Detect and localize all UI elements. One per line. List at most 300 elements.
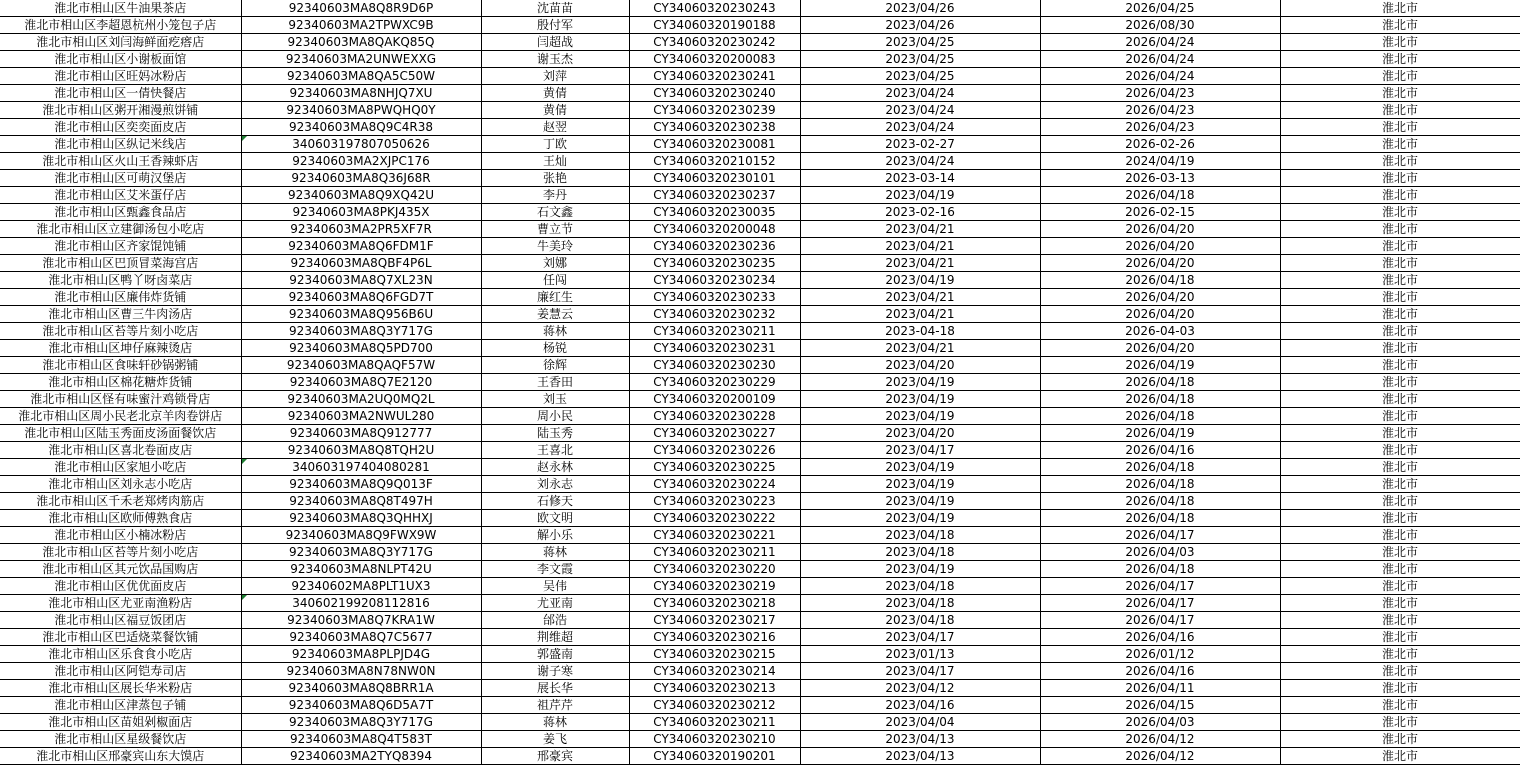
issue-date-cell[interactable]: 2023/04/19	[800, 510, 1040, 527]
expiry-date-cell[interactable]: 2026/04/20	[1040, 255, 1280, 272]
legal-person-cell[interactable]: 周小民	[481, 408, 629, 425]
store-name-cell[interactable]: 淮北市相山区刘闫海鲜面疙瘩店	[0, 34, 241, 51]
legal-person-cell[interactable]: 杨锐	[481, 340, 629, 357]
issue-date-cell[interactable]: 2023/04/26	[800, 17, 1040, 34]
credit-code-cell[interactable]: 92340603MA8PKJ435X	[241, 204, 481, 221]
license-number-cell[interactable]: CY34060320230214	[629, 663, 800, 680]
issuing-city-cell[interactable]: 淮北市	[1280, 527, 1520, 544]
credit-code-cell[interactable]: 92340603MA8Q8BRR1A	[241, 680, 481, 697]
expiry-date-cell[interactable]: 2026/04/12	[1040, 731, 1280, 748]
credit-code-cell[interactable]: 92340603MA8Q912777	[241, 425, 481, 442]
store-name-cell[interactable]: 淮北市相山区可萌汉堡店	[0, 170, 241, 187]
credit-code-cell[interactable]: 92340603MA8Q956B6U	[241, 306, 481, 323]
issue-date-cell[interactable]: 2023/04/19	[800, 561, 1040, 578]
expiry-date-cell[interactable]: 2026/04/19	[1040, 357, 1280, 374]
issue-date-cell[interactable]: 2023/04/17	[800, 442, 1040, 459]
license-number-cell[interactable]: CY34060320230228	[629, 408, 800, 425]
issue-date-cell[interactable]: 2023/04/21	[800, 238, 1040, 255]
store-name-cell[interactable]: 淮北市相山区廉伟炸货铺	[0, 289, 241, 306]
issuing-city-cell[interactable]: 淮北市	[1280, 442, 1520, 459]
credit-code-cell[interactable]: 92340603MA8Q5PD700	[241, 340, 481, 357]
issue-date-cell[interactable]: 2023/04/13	[800, 748, 1040, 765]
license-number-cell[interactable]: CY34060320230242	[629, 34, 800, 51]
issue-date-cell[interactable]: 2023-02-16	[800, 204, 1040, 221]
legal-person-cell[interactable]: 石修天	[481, 493, 629, 510]
license-number-cell[interactable]: CY34060320230035	[629, 204, 800, 221]
license-number-cell[interactable]: CY34060320230240	[629, 85, 800, 102]
expiry-date-cell[interactable]: 2026/04/20	[1040, 340, 1280, 357]
issuing-city-cell[interactable]: 淮北市	[1280, 731, 1520, 748]
issuing-city-cell[interactable]: 淮北市	[1280, 340, 1520, 357]
legal-person-cell[interactable]: 陆玉秀	[481, 425, 629, 442]
issuing-city-cell[interactable]: 淮北市	[1280, 493, 1520, 510]
issue-date-cell[interactable]: 2023/04/24	[800, 85, 1040, 102]
legal-person-cell[interactable]: 闫超战	[481, 34, 629, 51]
issue-date-cell[interactable]: 2023/01/13	[800, 646, 1040, 663]
license-number-cell[interactable]: CY34060320230238	[629, 119, 800, 136]
license-number-cell[interactable]: CY34060320200109	[629, 391, 800, 408]
legal-person-cell[interactable]: 蒋林	[481, 714, 629, 731]
issuing-city-cell[interactable]: 淮北市	[1280, 68, 1520, 85]
issuing-city-cell[interactable]: 淮北市	[1280, 629, 1520, 646]
credit-code-cell[interactable]: 92340603MA8Q8R9D6P	[241, 0, 481, 17]
legal-person-cell[interactable]: 殷付军	[481, 17, 629, 34]
legal-person-cell[interactable]: 展长华	[481, 680, 629, 697]
store-name-cell[interactable]: 淮北市相山区苔等片刻小吃店	[0, 323, 241, 340]
credit-code-cell[interactable]: 92340603MA8Q3Y717G	[241, 323, 481, 340]
legal-person-cell[interactable]: 荆维超	[481, 629, 629, 646]
issue-date-cell[interactable]: 2023/04/19	[800, 187, 1040, 204]
issuing-city-cell[interactable]: 淮北市	[1280, 170, 1520, 187]
legal-person-cell[interactable]: 王香田	[481, 374, 629, 391]
store-name-cell[interactable]: 淮北市相山区尤亚南渔粉店	[0, 595, 241, 612]
issue-date-cell[interactable]: 2023/04/25	[800, 51, 1040, 68]
issuing-city-cell[interactable]: 淮北市	[1280, 544, 1520, 561]
expiry-date-cell[interactable]: 2026/04/23	[1040, 119, 1280, 136]
issue-date-cell[interactable]: 2023/04/18	[800, 527, 1040, 544]
issuing-city-cell[interactable]: 淮北市	[1280, 561, 1520, 578]
license-number-cell[interactable]: CY34060320230220	[629, 561, 800, 578]
legal-person-cell[interactable]: 解小乐	[481, 527, 629, 544]
issue-date-cell[interactable]: 2023/04/19	[800, 272, 1040, 289]
legal-person-cell[interactable]: 廉红生	[481, 289, 629, 306]
credit-code-cell[interactable]: 92340603MA8Q6D5A7T	[241, 697, 481, 714]
legal-person-cell[interactable]: 姜慧云	[481, 306, 629, 323]
issuing-city-cell[interactable]: 淮北市	[1280, 17, 1520, 34]
legal-person-cell[interactable]: 祖芹芹	[481, 697, 629, 714]
legal-person-cell[interactable]: 郭盛南	[481, 646, 629, 663]
license-number-cell[interactable]: CY34060320230229	[629, 374, 800, 391]
expiry-date-cell[interactable]: 2026/04/12	[1040, 748, 1280, 765]
expiry-date-cell[interactable]: 2026-04-03	[1040, 323, 1280, 340]
store-name-cell[interactable]: 淮北市相山区其元饮品国购店	[0, 561, 241, 578]
issuing-city-cell[interactable]: 淮北市	[1280, 204, 1520, 221]
expiry-date-cell[interactable]: 2026/04/18	[1040, 374, 1280, 391]
store-name-cell[interactable]: 淮北市相山区苗姐剁椒面店	[0, 714, 241, 731]
license-number-cell[interactable]: CY34060320230224	[629, 476, 800, 493]
credit-code-cell[interactable]: 92340603MA8Q9FWX9W	[241, 527, 481, 544]
expiry-date-cell[interactable]: 2026/04/16	[1040, 629, 1280, 646]
store-name-cell[interactable]: 淮北市相山区小楠冰粉店	[0, 527, 241, 544]
legal-person-cell[interactable]: 曹立节	[481, 221, 629, 238]
store-name-cell[interactable]: 淮北市相山区牛油果茶店	[0, 0, 241, 17]
store-name-cell[interactable]: 淮北市相山区曹三牛肉汤店	[0, 306, 241, 323]
issue-date-cell[interactable]: 2023/04/25	[800, 34, 1040, 51]
license-number-cell[interactable]: CY34060320230241	[629, 68, 800, 85]
store-name-cell[interactable]: 淮北市相山区千禾老郑烤肉筋店	[0, 493, 241, 510]
license-number-cell[interactable]: CY34060320200083	[629, 51, 800, 68]
legal-person-cell[interactable]: 李丹	[481, 187, 629, 204]
issuing-city-cell[interactable]: 淮北市	[1280, 102, 1520, 119]
store-name-cell[interactable]: 淮北市相山区甄鑫食品店	[0, 204, 241, 221]
store-name-cell[interactable]: 淮北市相山区津蒸包子铺	[0, 697, 241, 714]
issue-date-cell[interactable]: 2023/04/21	[800, 306, 1040, 323]
issuing-city-cell[interactable]: 淮北市	[1280, 357, 1520, 374]
issue-date-cell[interactable]: 2023-02-27	[800, 136, 1040, 153]
expiry-date-cell[interactable]: 2026/04/18	[1040, 510, 1280, 527]
license-number-cell[interactable]: CY34060320230223	[629, 493, 800, 510]
store-name-cell[interactable]: 淮北市相山区一倩快餐店	[0, 85, 241, 102]
license-number-cell[interactable]: CY34060320230232	[629, 306, 800, 323]
legal-person-cell[interactable]: 谢子寒	[481, 663, 629, 680]
credit-code-cell[interactable]: 92340603MA8Q8TQH2U	[241, 442, 481, 459]
license-number-cell[interactable]: CY34060320230213	[629, 680, 800, 697]
issue-date-cell[interactable]: 2023/04/18	[800, 578, 1040, 595]
issue-date-cell[interactable]: 2023/04/25	[800, 68, 1040, 85]
store-name-cell[interactable]: 淮北市相山区纵记米线店	[0, 136, 241, 153]
credit-code-cell[interactable]: 92340603MA2TPWXC9B	[241, 17, 481, 34]
license-number-cell[interactable]: CY34060320190201	[629, 748, 800, 765]
expiry-date-cell[interactable]: 2026-02-26	[1040, 136, 1280, 153]
issue-date-cell[interactable]: 2023/04/18	[800, 612, 1040, 629]
issuing-city-cell[interactable]: 淮北市	[1280, 391, 1520, 408]
legal-person-cell[interactable]: 邢豪宾	[481, 748, 629, 765]
license-number-cell[interactable]: CY34060320230231	[629, 340, 800, 357]
issuing-city-cell[interactable]: 淮北市	[1280, 136, 1520, 153]
legal-person-cell[interactable]: 徐辉	[481, 357, 629, 374]
legal-person-cell[interactable]: 谢玉杰	[481, 51, 629, 68]
store-name-cell[interactable]: 淮北市相山区星级餐饮店	[0, 731, 241, 748]
license-number-cell[interactable]: CY34060320230211	[629, 323, 800, 340]
issuing-city-cell[interactable]: 淮北市	[1280, 0, 1520, 17]
credit-code-cell[interactable]: 92340603MA8QA5C50W	[241, 68, 481, 85]
issuing-city-cell[interactable]: 淮北市	[1280, 238, 1520, 255]
license-number-cell[interactable]: CY34060320230234	[629, 272, 800, 289]
store-name-cell[interactable]: 淮北市相山区旺妈冰粉店	[0, 68, 241, 85]
expiry-date-cell[interactable]: 2026-02-15	[1040, 204, 1280, 221]
license-number-cell[interactable]: CY34060320230222	[629, 510, 800, 527]
issue-date-cell[interactable]: 2023/04/19	[800, 374, 1040, 391]
issue-date-cell[interactable]: 2023/04/26	[800, 0, 1040, 17]
issue-date-cell[interactable]: 2023/04/21	[800, 221, 1040, 238]
issuing-city-cell[interactable]: 淮北市	[1280, 680, 1520, 697]
issuing-city-cell[interactable]: 淮北市	[1280, 306, 1520, 323]
credit-code-cell[interactable]: 92340603MA8Q3Y717G	[241, 544, 481, 561]
issuing-city-cell[interactable]: 淮北市	[1280, 221, 1520, 238]
store-name-cell[interactable]: 淮北市相山区欧师傅熟食店	[0, 510, 241, 527]
issuing-city-cell[interactable]: 淮北市	[1280, 748, 1520, 765]
expiry-date-cell[interactable]: 2026/04/20	[1040, 221, 1280, 238]
issue-date-cell[interactable]: 2023/04/12	[800, 680, 1040, 697]
store-name-cell[interactable]: 淮北市相山区福豆饭团店	[0, 612, 241, 629]
legal-person-cell[interactable]: 李文霞	[481, 561, 629, 578]
issuing-city-cell[interactable]: 淮北市	[1280, 119, 1520, 136]
issue-date-cell[interactable]: 2023/04/20	[800, 425, 1040, 442]
issuing-city-cell[interactable]: 淮北市	[1280, 51, 1520, 68]
license-number-cell[interactable]: CY34060320230218	[629, 595, 800, 612]
legal-person-cell[interactable]: 吴伟	[481, 578, 629, 595]
expiry-date-cell[interactable]: 2026/04/15	[1040, 697, 1280, 714]
expiry-date-cell[interactable]: 2026/04/20	[1040, 306, 1280, 323]
credit-code-cell[interactable]: 340603197404080281	[241, 459, 481, 476]
credit-code-cell[interactable]: 92340603MA8QAKQ85Q	[241, 34, 481, 51]
store-name-cell[interactable]: 淮北市相山区李超恩杭州小笼包子店	[0, 17, 241, 34]
store-name-cell[interactable]: 淮北市相山区立建御汤包小吃店	[0, 221, 241, 238]
license-number-cell[interactable]: CY34060320190188	[629, 17, 800, 34]
legal-person-cell[interactable]: 沈苗苗	[481, 0, 629, 17]
issue-date-cell[interactable]: 2023/04/17	[800, 629, 1040, 646]
credit-code-cell[interactable]: 92340603MA2TYQ8394	[241, 748, 481, 765]
issuing-city-cell[interactable]: 淮北市	[1280, 459, 1520, 476]
credit-code-cell[interactable]: 340603197807050626	[241, 136, 481, 153]
credit-code-cell[interactable]: 92340603MA8Q6FDM1F	[241, 238, 481, 255]
legal-person-cell[interactable]: 尤亚南	[481, 595, 629, 612]
credit-code-cell[interactable]: 92340603MA2UNWEXXG	[241, 51, 481, 68]
license-number-cell[interactable]: CY34060320230215	[629, 646, 800, 663]
credit-code-cell[interactable]: 92340603MA8Q7XL23N	[241, 272, 481, 289]
issue-date-cell[interactable]: 2023/04/04	[800, 714, 1040, 731]
issuing-city-cell[interactable]: 淮北市	[1280, 697, 1520, 714]
issuing-city-cell[interactable]: 淮北市	[1280, 425, 1520, 442]
license-number-cell[interactable]: CY34060320230101	[629, 170, 800, 187]
license-number-cell[interactable]: CY34060320230210	[629, 731, 800, 748]
credit-code-cell[interactable]: 92340603MA8Q9XQ42U	[241, 187, 481, 204]
license-number-cell[interactable]: CY34060320230217	[629, 612, 800, 629]
credit-code-cell[interactable]: 92340603MA8QBF4P6L	[241, 255, 481, 272]
credit-code-cell[interactable]: 92340603MA8Q36J68R	[241, 170, 481, 187]
license-number-cell[interactable]: CY34060320230230	[629, 357, 800, 374]
issuing-city-cell[interactable]: 淮北市	[1280, 34, 1520, 51]
legal-person-cell[interactable]: 王灿	[481, 153, 629, 170]
expiry-date-cell[interactable]: 2026/04/16	[1040, 442, 1280, 459]
expiry-date-cell[interactable]: 2026/04/18	[1040, 408, 1280, 425]
store-name-cell[interactable]: 淮北市相山区粥开湘漫煎饼铺	[0, 102, 241, 119]
store-name-cell[interactable]: 淮北市相山区喜北卷面皮店	[0, 442, 241, 459]
expiry-date-cell[interactable]: 2026/04/24	[1040, 51, 1280, 68]
issue-date-cell[interactable]: 2023/04/18	[800, 595, 1040, 612]
legal-person-cell[interactable]: 蒋林	[481, 323, 629, 340]
license-number-cell[interactable]: CY34060320230225	[629, 459, 800, 476]
expiry-date-cell[interactable]: 2026/04/23	[1040, 85, 1280, 102]
credit-code-cell[interactable]: 92340603MA8Q7C5677	[241, 629, 481, 646]
expiry-date-cell[interactable]: 2026/04/16	[1040, 663, 1280, 680]
legal-person-cell[interactable]: 姜飞	[481, 731, 629, 748]
expiry-date-cell[interactable]: 2026/04/18	[1040, 187, 1280, 204]
credit-code-cell[interactable]: 92340603MA8N78NW0N	[241, 663, 481, 680]
issue-date-cell[interactable]: 2023/04/19	[800, 476, 1040, 493]
credit-code-cell[interactable]: 92340603MA2NWUL280	[241, 408, 481, 425]
store-name-cell[interactable]: 淮北市相山区展长华米粉店	[0, 680, 241, 697]
expiry-date-cell[interactable]: 2026/04/03	[1040, 544, 1280, 561]
issue-date-cell[interactable]: 2023-03-14	[800, 170, 1040, 187]
legal-person-cell[interactable]: 王喜北	[481, 442, 629, 459]
store-name-cell[interactable]: 淮北市相山区食味轩砂锅粥铺	[0, 357, 241, 374]
expiry-date-cell[interactable]: 2026/04/17	[1040, 612, 1280, 629]
expiry-date-cell[interactable]: 2026/04/18	[1040, 272, 1280, 289]
expiry-date-cell[interactable]: 2026/04/18	[1040, 459, 1280, 476]
legal-person-cell[interactable]: 赵翌	[481, 119, 629, 136]
legal-person-cell[interactable]: 刘玉	[481, 391, 629, 408]
credit-code-cell[interactable]: 92340602MA8PLT1UX3	[241, 578, 481, 595]
issue-date-cell[interactable]: 2023/04/19	[800, 391, 1040, 408]
credit-code-cell[interactable]: 92340603MA8NHJQ7XU	[241, 85, 481, 102]
expiry-date-cell[interactable]: 2026/04/20	[1040, 238, 1280, 255]
issue-date-cell[interactable]: 2023/04/18	[800, 544, 1040, 561]
credit-code-cell[interactable]: 92340603MA2UQ0MQ2L	[241, 391, 481, 408]
store-name-cell[interactable]: 淮北市相山区陆玉秀面皮汤面餐饮店	[0, 425, 241, 442]
store-name-cell[interactable]: 淮北市相山区优优面皮店	[0, 578, 241, 595]
issuing-city-cell[interactable]: 淮北市	[1280, 714, 1520, 731]
issue-date-cell[interactable]: 2023/04/20	[800, 357, 1040, 374]
store-name-cell[interactable]: 淮北市相山区阿铠寿司店	[0, 663, 241, 680]
store-name-cell[interactable]: 淮北市相山区巴适烧菜餐饮铺	[0, 629, 241, 646]
issuing-city-cell[interactable]: 淮北市	[1280, 510, 1520, 527]
issuing-city-cell[interactable]: 淮北市	[1280, 374, 1520, 391]
credit-code-cell[interactable]: 92340603MA8Q4T583T	[241, 731, 481, 748]
issue-date-cell[interactable]: 2023/04/24	[800, 119, 1040, 136]
store-name-cell[interactable]: 淮北市相山区苔等片刻小吃店	[0, 544, 241, 561]
issue-date-cell[interactable]: 2023/04/21	[800, 289, 1040, 306]
credit-code-cell[interactable]: 92340603MA8NLPT42U	[241, 561, 481, 578]
legal-person-cell[interactable]: 刘萍	[481, 68, 629, 85]
expiry-date-cell[interactable]: 2026/04/25	[1040, 0, 1280, 17]
credit-code-cell[interactable]: 92340603MA8Q9Q013F	[241, 476, 481, 493]
expiry-date-cell[interactable]: 2024/04/19	[1040, 153, 1280, 170]
license-number-cell[interactable]: CY34060320230233	[629, 289, 800, 306]
expiry-date-cell[interactable]: 2026/04/17	[1040, 527, 1280, 544]
store-name-cell[interactable]: 淮北市相山区艾米蛋仔店	[0, 187, 241, 204]
expiry-date-cell[interactable]: 2026/04/19	[1040, 425, 1280, 442]
issuing-city-cell[interactable]: 淮北市	[1280, 595, 1520, 612]
legal-person-cell[interactable]: 张艳	[481, 170, 629, 187]
credit-code-cell[interactable]: 92340603MA8PWQHQ0Y	[241, 102, 481, 119]
issue-date-cell[interactable]: 2023/04/24	[800, 153, 1040, 170]
issue-date-cell[interactable]: 2023-04-18	[800, 323, 1040, 340]
license-number-cell[interactable]: CY34060320230236	[629, 238, 800, 255]
issue-date-cell[interactable]: 2023/04/19	[800, 459, 1040, 476]
credit-code-cell[interactable]: 92340603MA8Q7E2120	[241, 374, 481, 391]
issuing-city-cell[interactable]: 淮北市	[1280, 272, 1520, 289]
store-name-cell[interactable]: 淮北市相山区周小民老北京羊肉卷饼店	[0, 408, 241, 425]
expiry-date-cell[interactable]: 2026/04/18	[1040, 391, 1280, 408]
issuing-city-cell[interactable]: 淮北市	[1280, 663, 1520, 680]
store-name-cell[interactable]: 淮北市相山区刘永志小吃店	[0, 476, 241, 493]
issue-date-cell[interactable]: 2023/04/13	[800, 731, 1040, 748]
legal-person-cell[interactable]: 丁欧	[481, 136, 629, 153]
issuing-city-cell[interactable]: 淮北市	[1280, 612, 1520, 629]
credit-code-cell[interactable]: 92340603MA8Q3Y717G	[241, 714, 481, 731]
license-number-cell[interactable]: CY34060320230216	[629, 629, 800, 646]
issuing-city-cell[interactable]: 淮北市	[1280, 408, 1520, 425]
license-number-cell[interactable]: CY34060320230211	[629, 544, 800, 561]
store-name-cell[interactable]: 淮北市相山区坤仔麻辣烫店	[0, 340, 241, 357]
license-number-cell[interactable]: CY34060320230212	[629, 697, 800, 714]
license-number-cell[interactable]: CY34060320230227	[629, 425, 800, 442]
legal-person-cell[interactable]: 黄倩	[481, 102, 629, 119]
issuing-city-cell[interactable]: 淮北市	[1280, 187, 1520, 204]
credit-code-cell[interactable]: 92340603MA8Q6FGD7T	[241, 289, 481, 306]
store-name-cell[interactable]: 淮北市相山区小谢板面馆	[0, 51, 241, 68]
credit-code-cell[interactable]: 92340603MA8Q8T497H	[241, 493, 481, 510]
expiry-date-cell[interactable]: 2026-03-13	[1040, 170, 1280, 187]
issuing-city-cell[interactable]: 淮北市	[1280, 476, 1520, 493]
legal-person-cell[interactable]: 赵永林	[481, 459, 629, 476]
expiry-date-cell[interactable]: 2026/04/23	[1040, 102, 1280, 119]
legal-person-cell[interactable]: 石文鑫	[481, 204, 629, 221]
license-number-cell[interactable]: CY34060320230221	[629, 527, 800, 544]
legal-person-cell[interactable]: 任闯	[481, 272, 629, 289]
license-number-cell[interactable]: CY34060320230235	[629, 255, 800, 272]
store-name-cell[interactable]: 淮北市相山区乐食食小吃店	[0, 646, 241, 663]
issuing-city-cell[interactable]: 淮北市	[1280, 153, 1520, 170]
credit-code-cell[interactable]: 92340603MA8Q7KRA1W	[241, 612, 481, 629]
license-number-cell[interactable]: CY34060320230081	[629, 136, 800, 153]
credit-code-cell[interactable]: 92340603MA8QAQF57W	[241, 357, 481, 374]
issue-date-cell[interactable]: 2023/04/19	[800, 408, 1040, 425]
issuing-city-cell[interactable]: 淮北市	[1280, 323, 1520, 340]
store-name-cell[interactable]: 淮北市相山区鸭丫呀卤菜店	[0, 272, 241, 289]
issue-date-cell[interactable]: 2023/04/21	[800, 340, 1040, 357]
credit-code-cell[interactable]: 92340603MA8PLPJD4G	[241, 646, 481, 663]
credit-code-cell[interactable]: 92340603MA8Q9C4R38	[241, 119, 481, 136]
legal-person-cell[interactable]: 刘娜	[481, 255, 629, 272]
store-name-cell[interactable]: 淮北市相山区奕奕面皮店	[0, 119, 241, 136]
store-name-cell[interactable]: 淮北市相山区棉花糖炸货铺	[0, 374, 241, 391]
credit-code-cell[interactable]: 92340603MA8Q3QHHXJ	[241, 510, 481, 527]
expiry-date-cell[interactable]: 2026/04/24	[1040, 34, 1280, 51]
store-name-cell[interactable]: 淮北市相山区火山王香辣虾店	[0, 153, 241, 170]
legal-person-cell[interactable]: 蒋林	[481, 544, 629, 561]
issuing-city-cell[interactable]: 淮北市	[1280, 578, 1520, 595]
legal-person-cell[interactable]: 黄倩	[481, 85, 629, 102]
license-number-cell[interactable]: CY34060320230211	[629, 714, 800, 731]
issuing-city-cell[interactable]: 淮北市	[1280, 85, 1520, 102]
expiry-date-cell[interactable]: 2026/04/17	[1040, 578, 1280, 595]
issuing-city-cell[interactable]: 淮北市	[1280, 289, 1520, 306]
expiry-date-cell[interactable]: 2026/04/18	[1040, 476, 1280, 493]
issuing-city-cell[interactable]: 淮北市	[1280, 255, 1520, 272]
issue-date-cell[interactable]: 2023/04/16	[800, 697, 1040, 714]
license-number-cell[interactable]: CY34060320230239	[629, 102, 800, 119]
store-name-cell[interactable]: 淮北市相山区齐家馄饨铺	[0, 238, 241, 255]
credit-code-cell[interactable]: 92340603MA2XJPC176	[241, 153, 481, 170]
expiry-date-cell[interactable]: 2026/04/03	[1040, 714, 1280, 731]
legal-person-cell[interactable]: 刘永志	[481, 476, 629, 493]
store-name-cell[interactable]: 淮北市相山区邢豪宾山东大馍店	[0, 748, 241, 765]
store-name-cell[interactable]: 淮北市相山区巴顶冒菜海宫店	[0, 255, 241, 272]
store-name-cell[interactable]: 淮北市相山区家旭小吃店	[0, 459, 241, 476]
expiry-date-cell[interactable]: 2026/04/18	[1040, 493, 1280, 510]
license-number-cell[interactable]: CY34060320230243	[629, 0, 800, 17]
legal-person-cell[interactable]: 牛美玲	[481, 238, 629, 255]
expiry-date-cell[interactable]: 2026/04/24	[1040, 68, 1280, 85]
legal-person-cell[interactable]: 欧文明	[481, 510, 629, 527]
issue-date-cell[interactable]: 2023/04/24	[800, 102, 1040, 119]
issue-date-cell[interactable]: 2023/04/19	[800, 493, 1040, 510]
expiry-date-cell[interactable]: 2026/04/18	[1040, 561, 1280, 578]
expiry-date-cell[interactable]: 2026/08/30	[1040, 17, 1280, 34]
store-name-cell[interactable]: 淮北市相山区怪有味蜜汁鸡锁骨店	[0, 391, 241, 408]
